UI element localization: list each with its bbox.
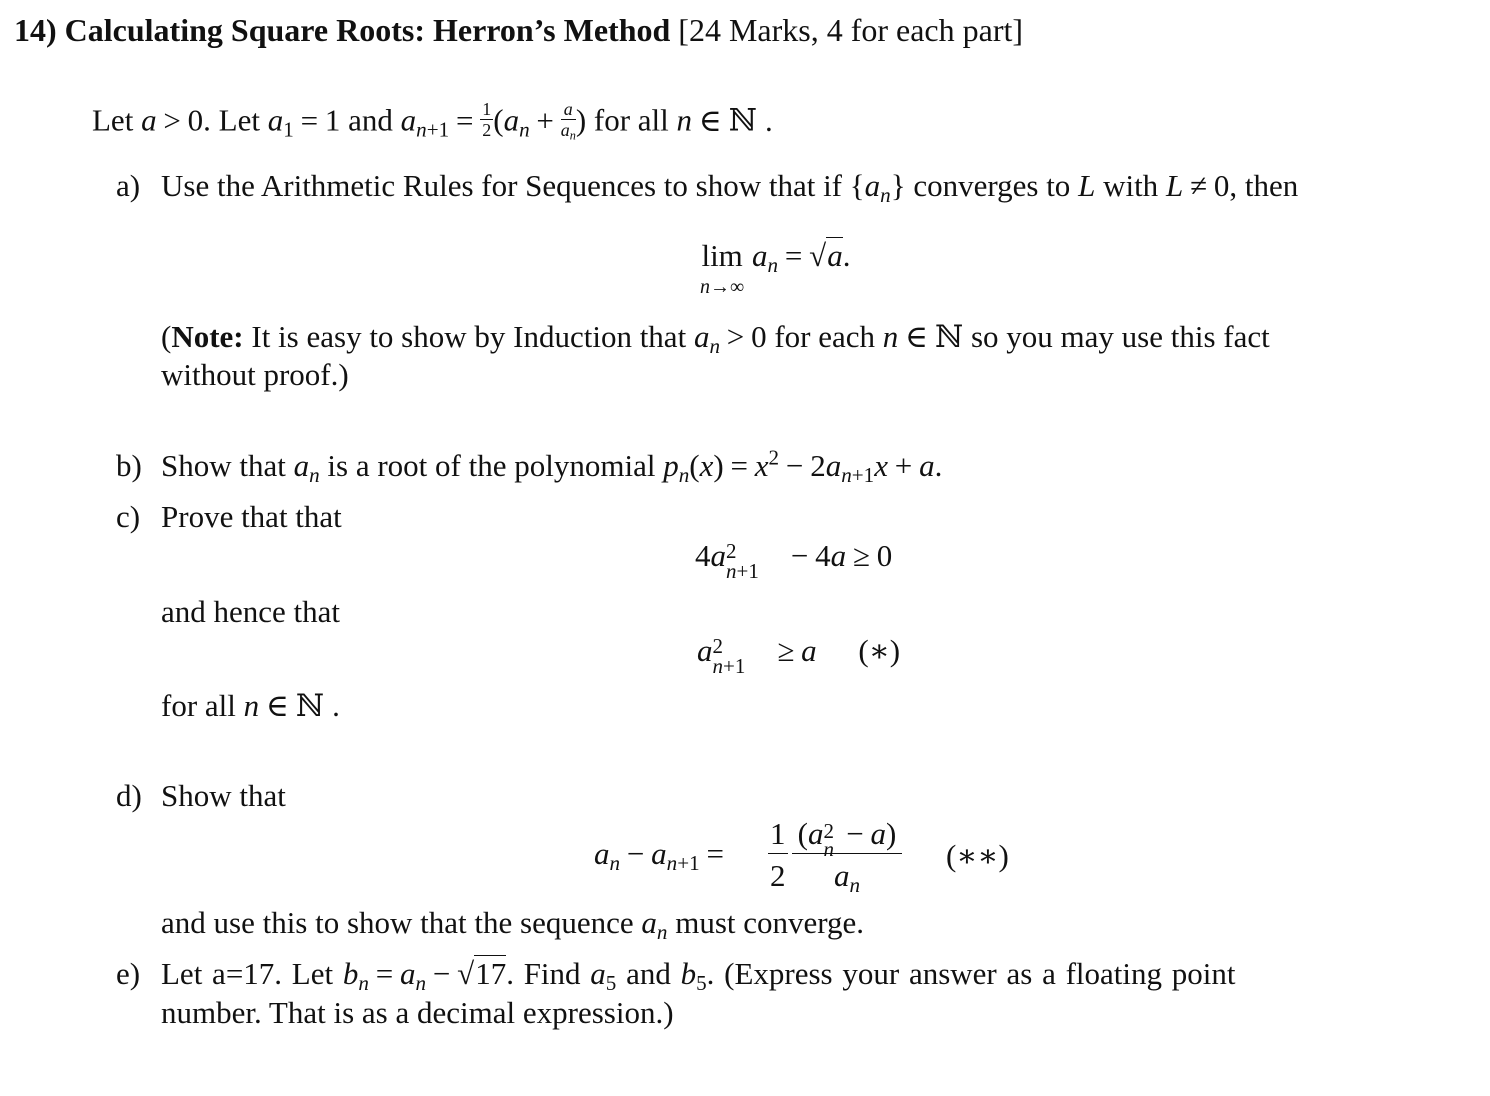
part-e-text3: and [626, 956, 671, 991]
part-e-text4: . (Express your answer as a floating point [706, 956, 1236, 991]
half-fraction: $\frac{1}{2}$ [482, 99, 492, 141]
part-c-text2: and hence that [161, 594, 341, 629]
part-c-label: c) [116, 499, 141, 534]
part-c-text1: Prove that that [161, 499, 342, 534]
intro-period: . [764, 102, 773, 138]
inequality-1: 4a 2 n+1 − 4a ≥ 0 [695, 538, 893, 583]
note-text2: for each [774, 319, 876, 354]
part-c-text3: for all [161, 688, 236, 723]
part-a-text2: converges to [913, 168, 1071, 203]
fraction-one-half: $\frac{1}{2}$ [770, 816, 786, 893]
part-e-label: e) [116, 956, 141, 991]
difference-lhs: $a_n - a_{n+1}$ = [594, 836, 724, 875]
intro-line: Let a > 0. Let $a_1 = 1$ and $a_{n+1}$ = $\frac{1}{2}$ ($a_n$ + $\frac{a}{a_n}$ ) for all n ∈ ℕ . [92, 99, 773, 143]
part-c-line3: for all n ∈ ℕ . [161, 688, 340, 723]
limit-formula: lim n→∞ $a_n = √a$. [700, 238, 851, 298]
intro-text-let2: . Let [203, 102, 260, 138]
part-d-text3: must converge. [675, 905, 865, 940]
part-e-line1: Let a=17. Let $b_n = a_n - √17$. Find $a_5$ and $b_5$. (Express your answer as a floating point [161, 956, 1236, 995]
part-e-line2: number. That is as a decimal expression.) [161, 995, 674, 1030]
a-over-an-fraction: $\frac{a}{a_n}$ [560, 99, 576, 143]
part-a-label: a) [116, 168, 141, 203]
double-star-label: (∗∗) [946, 838, 1009, 873]
part-b-text1: Show that [161, 448, 286, 483]
part-b-label: b) [116, 448, 142, 483]
part-b-line: Show that $a_n$ is a root of the polynomial $p_n(x) = x^2 - 2a_{n+1}x + a$. [161, 445, 943, 487]
part-d-line2: and use this to show that the sequence $a_n$ must converge. [161, 905, 865, 944]
star-label: (∗) [858, 633, 901, 668]
part-a-note-line1: (Note: It is easy to show by Induction that $a_n > 0$ for each n ∈ ℕ so you may use this fact [161, 319, 1270, 358]
part-a-text3: with [1103, 168, 1159, 203]
part-a-text4: , then [1229, 168, 1299, 203]
part-e-text1: Let a=17. Let [161, 956, 334, 991]
note-text1: It is easy to show by Induction that [251, 319, 687, 354]
marks-info: [24 Marks, 4 for each part] [678, 12, 1024, 48]
part-d-label: d) [116, 778, 142, 813]
part-a-line1: Use the Arithmetic Rules for Sequences to show that if $\{a_n\}$ converges to L with L ≠ 0, then [161, 168, 1299, 207]
part-d-text2: and use this to show that the sequence [161, 905, 634, 940]
intro-text-forall: for all [593, 102, 669, 138]
problem-number: 14) [14, 12, 57, 48]
problem-heading: Calculating Square Roots: Herron’s Method [64, 12, 671, 48]
part-d-text1: Show that [161, 778, 286, 813]
note-text3: so you may use this fact [970, 319, 1270, 354]
problem-title [14, 14, 1023, 46]
note-bold: Note: [171, 319, 244, 354]
inequality-2: a 2 n+1 ≥ a (∗) [697, 633, 901, 678]
intro-text-and: and [348, 102, 393, 138]
part-b-text2: is a root of the polynomial [327, 448, 656, 483]
part-a-text1: Use the Arithmetic Rules for Sequences to show that if [161, 168, 843, 203]
part-e-text2: . Find [506, 956, 581, 991]
part-a-note-line2: without proof.) [161, 357, 349, 392]
fraction-difference: (a 2 n − a) $a_n$ [792, 818, 902, 891]
intro-text-let: Let [92, 102, 134, 138]
